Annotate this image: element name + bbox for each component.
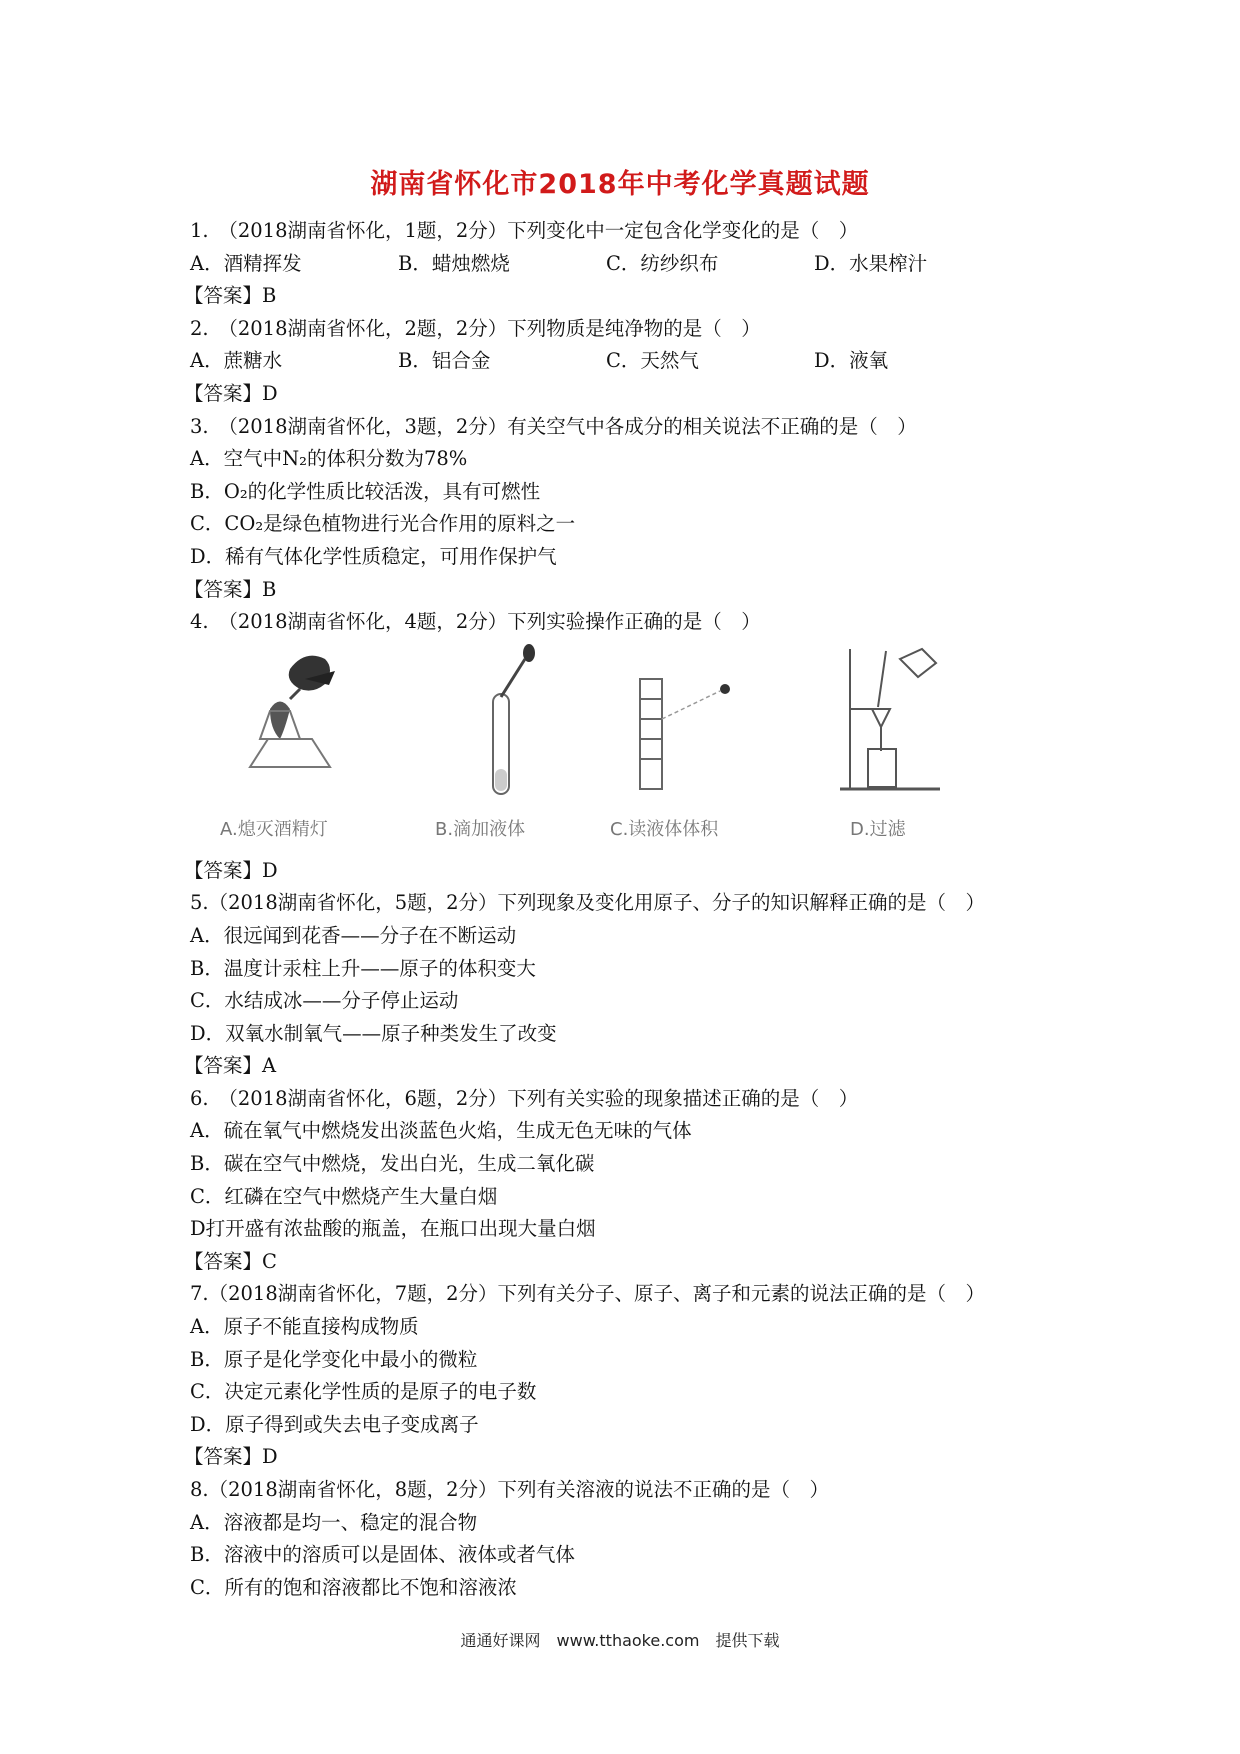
option-a: A．很远闻到花香——分子在不断运动 — [190, 923, 517, 947]
dropper-test-tube-icon — [435, 639, 585, 809]
page-title: 湖南省怀化市2018年中考化学真题试题 — [370, 169, 870, 200]
question-3-stem: 3. （2018湖南省怀化，3题，2分）有关空气中各成分的相关说法不正确的是（ ） — [190, 414, 917, 438]
option-d: D．稀有气体化学性质稳定，可用作保护气 — [190, 544, 557, 568]
question-list — [184, 215, 1090, 1604]
question-2-options — [190, 345, 1090, 378]
figure-c — [610, 639, 800, 855]
option-a: A．酒精挥发 — [190, 251, 302, 275]
option-c: C．CO₂是绿色植物进行光合作用的原料之一 — [190, 512, 576, 536]
option-d: D．双氧水制氧气——原子种类发生了改变 — [190, 1021, 557, 1045]
lab-operations-figure — [190, 639, 1090, 855]
option-d: D．液氧 — [814, 349, 889, 373]
question-8-stem: 8.（2018湖南省怀化，8题，2分）下列有关溶液的说法不正确的是（ ） — [190, 1478, 830, 1501]
option-c: C．纺纱织布 — [606, 251, 719, 275]
question-2-stem: 2. （2018湖南省怀化，2题，2分）下列物质是纯净物的是（ ） — [190, 316, 761, 340]
option-d: D．原子得到或失去电子变成离子 — [190, 1412, 479, 1436]
figure-a-caption: A.熄灭酒精灯 — [220, 818, 328, 840]
blow-out-lamp-icon — [220, 639, 390, 809]
option-b: B．溶液中的溶质可以是固体、液体或者气体 — [190, 1543, 575, 1567]
option-c: C．天然气 — [606, 349, 699, 373]
option-b: B．碳在空气中燃烧，发出白光，生成二氧化碳 — [190, 1152, 595, 1176]
option-a: A．空气中N₂的体积分数为78% — [190, 447, 468, 471]
graduated-cylinder-icon — [610, 639, 800, 809]
option-a: A．硫在氧气中燃烧发出淡蓝色火焰，生成无色无味的气体 — [190, 1119, 692, 1143]
option-b: B．铝合金 — [398, 349, 491, 373]
option-a: A．蔗糖水 — [190, 349, 283, 373]
question-7-stem: 7.（2018湖南省怀化，7题，2分）下列有关分子、原子、离子和元素的说法正确的是（ ） — [190, 1282, 986, 1306]
option-a: A．溶液都是均一、稳定的混合物 — [190, 1510, 478, 1534]
figure-c-caption: C.读液体体积 — [610, 818, 719, 840]
question-6-answer: 【答案】C — [184, 1249, 277, 1273]
option-b: B．原子是化学变化中最小的微粒 — [190, 1347, 478, 1371]
option-c: C．红磷在空气中燃烧产生大量白烟 — [190, 1184, 498, 1208]
figure-a — [220, 639, 390, 855]
option-c: C．决定元素化学性质的是原子的电子数 — [190, 1380, 537, 1404]
question-4-stem: 4. （2018湖南省怀化，4题，2分）下列实验操作正确的是（ ） — [190, 610, 761, 634]
option-d: D打开盛有浓盐酸的瓶盖，在瓶口出现大量白烟 — [190, 1217, 596, 1241]
option-b: B．蜡烛燃烧 — [398, 251, 510, 275]
page-footer: 通通好课网 www.tthaoke.com 提供下载 — [460, 1631, 780, 1650]
question-5-answer: 【答案】A — [184, 1054, 277, 1078]
figure-d-caption: D.过滤 — [850, 818, 906, 840]
figure-b — [435, 639, 585, 855]
question-1-stem: 1. （2018湖南省怀化，1题，2分）下列变化中一定包含化学变化的是（ ） — [190, 219, 859, 242]
option-d: D．水果榨汁 — [814, 251, 928, 275]
option-b: B．O₂的化学性质比较活泼，具有可燃性 — [190, 479, 541, 503]
question-1-options — [190, 248, 1090, 281]
option-c: C．所有的饱和溶液都比不饱和溶液浓 — [190, 1575, 517, 1599]
question-3-answer: 【答案】B — [184, 577, 277, 601]
figure-d — [830, 639, 1010, 855]
question-1-answer: 【答案】B — [184, 284, 277, 308]
option-b: B．温度计汞柱上升——原子的体积变大 — [190, 956, 536, 980]
question-2-answer: 【答案】D — [184, 381, 278, 405]
figure-b-caption: B.滴加液体 — [435, 818, 526, 840]
option-c: C．水结成冰——分子停止运动 — [190, 989, 459, 1013]
filtration-apparatus-icon — [830, 639, 1010, 809]
question-4-answer: 【答案】D — [184, 858, 278, 882]
question-5-stem: 5.（2018湖南省怀化，5题，2分）下列现象及变化用原子、分子的知识解释正确的是（ ） — [190, 891, 986, 915]
question-6-stem: 6. （2018湖南省怀化，6题，2分）下列有关实验的现象描述正确的是（ ） — [190, 1086, 859, 1110]
option-a: A．原子不能直接构成物质 — [190, 1315, 419, 1339]
question-7-answer: 【答案】D — [184, 1445, 278, 1469]
